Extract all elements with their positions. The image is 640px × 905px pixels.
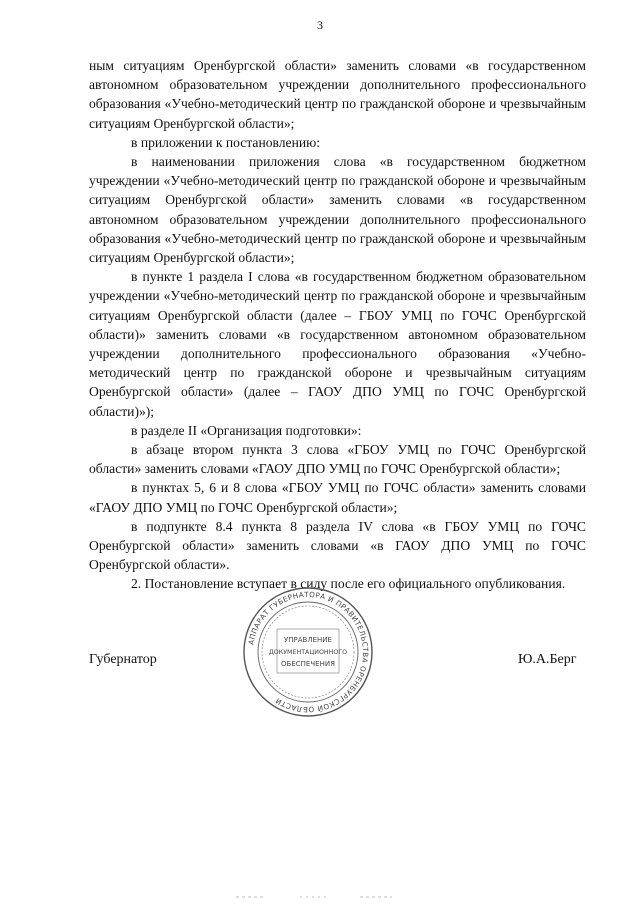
official-stamp xyxy=(241,585,375,719)
paragraph: в абзаце втором пункта 3 слова «ГБОУ УМЦ по ГОЧС Оренбургской области» заменить словами «ГАОУ ДПО УМЦ по ГОЧС Оренбургской области»; xyxy=(89,442,586,477)
scan-marks xyxy=(0,895,640,899)
paragraph: в приложении к постановлению: xyxy=(131,134,321,150)
paragraph: в пунктах 5, 6 и 8 слова «ГБОУ УМЦ по ГОЧС области» заменить словами «ГАОУ ДПО УМЦ по ГОЧС Оренбургской области»; xyxy=(89,480,586,515)
paragraph: в подпункте 8.4 пункта 8 раздела IV слова «в ГБОУ УМЦ по ГОЧС Оренбургской области» заменить словами «в ГАОУ ДПО УМЦ по ГОЧС Оренбургской области». xyxy=(89,518,586,573)
stamp-center-line: УПРАВЛЕНИЕ xyxy=(284,636,332,644)
paragraph: в наименовании приложения слова «в государственном бюджетном учреждении «Учебно-методический центр по гражданской обороне и чрезвычайным ситуациям Оренбургской области» заменить словами «в государственном автономном образовательном учреждении дополнительного профессионального образования «Учебно-методический центр по гражданской обороне и чрезвычайным ситуациям Оренбургской области»; xyxy=(89,154,586,266)
paragraph: в разделе II «Организация подготовки»: xyxy=(131,422,362,438)
paragraph: ным ситуациям Оренбургской области» заменить словами «в государственном автономном образовательном учреждении дополнительного профессионального образования «Учебно-методический центр по гражданской обороне и чрезвычайным ситуациям Оренбургской области»; xyxy=(89,58,586,131)
document-body xyxy=(89,56,586,594)
signatory-name: Ю.А.Берг xyxy=(518,652,577,667)
signatory-title: Губернатор xyxy=(89,652,157,667)
stamp-center-line: ОБЕСПЕЧЕНИЯ xyxy=(281,660,335,668)
paragraph: 2. Постановление вступает в силу после его официального опубликования. xyxy=(131,576,566,592)
paragraph: в пункте 1 раздела I слова «в государственном бюджетном образовательном учреждении «Учебно-методический центр по гражданской обороне и чрезвычайным ситуациям Оренбургской области (далее – ГБОУ УМЦ по ГОЧС Оренбургской области)» заменить словами «в государственном автономном образовательном учреждении дополнительного профессионального образования «Учебно-методический центр по гражданской обороне и чрезвычайным ситуациям Оренбургской области» (далее – ГАОУ ДПО УМЦ по ГОЧС Оренбургской области)»); xyxy=(89,269,586,419)
stamp-ring-text: АППАРАТ ГУБЕРНАТОРА И ПРАВИТЕЛЬСТВА ОРЕНБУРГСКОЙ ОБЛАСТИ xyxy=(246,589,371,715)
page-number: 3 xyxy=(317,18,323,32)
stamp-center-line: ДОКУМЕНТАЦИОННОГО xyxy=(268,649,348,656)
